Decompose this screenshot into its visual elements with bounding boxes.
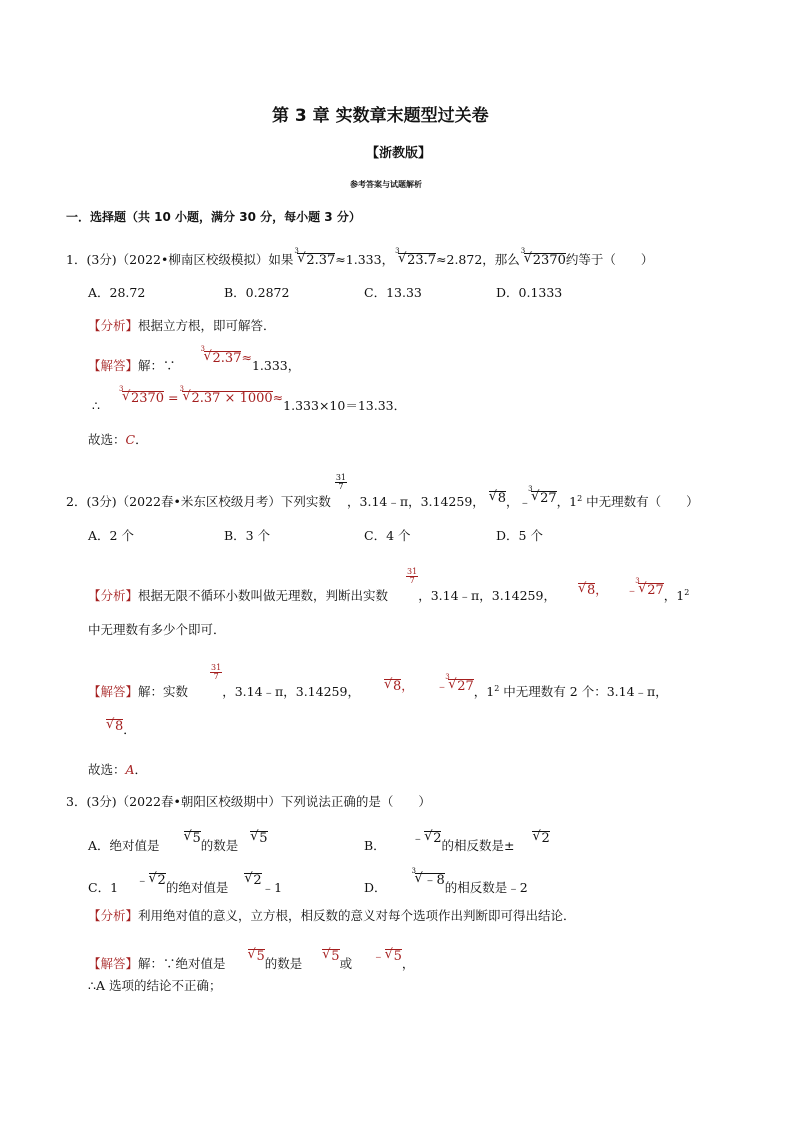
solution-text: 的数是 bbox=[264, 956, 303, 971]
cube-root: √ 3 27 bbox=[531, 491, 557, 506]
option-text: D． bbox=[364, 880, 387, 895]
therefore-symbol: ∴ bbox=[92, 398, 100, 413]
q2-tail: ，1 bbox=[556, 494, 578, 510]
tail: ，1 bbox=[473, 684, 495, 700]
fraction bbox=[210, 664, 222, 682]
solution-text: 解：∵ bbox=[138, 358, 176, 373]
square-root bbox=[385, 949, 402, 964]
question-2: 2．(3分)（2022春•米东区校级月考）下列实数 $\frac{31}{7}$ ，3.14﹣π，3.14259， √ 8，﹣ √ 3 27，$1^2$ 中无理数有（ ） bbox=[66, 494, 699, 512]
q2-analysis-line2: 中无理数有多少个即可． bbox=[88, 622, 226, 637]
analysis-text: 根据无限不循环小数叫做无理数，判断出实数 bbox=[138, 588, 389, 604]
square-root bbox=[149, 873, 166, 888]
superscript: 2 bbox=[684, 588, 690, 597]
analysis-text: 利用绝对值的意义，立方根，相反数的意义对每个选项作出判断即可得出结论． bbox=[138, 908, 576, 923]
radicand: 8 bbox=[115, 719, 124, 734]
fraction bbox=[335, 474, 347, 492]
analysis-tag: 【分析】 bbox=[88, 318, 139, 333]
choice-letter: C bbox=[125, 432, 136, 447]
fraction bbox=[406, 568, 418, 586]
q2-prefix: 2．(3分)（2022春•米东区校级月考）下列实数 bbox=[66, 494, 331, 510]
square-root bbox=[424, 831, 441, 846]
cube-root: √ 3 23.7 bbox=[398, 253, 436, 268]
analysis-tag: 【分析】 bbox=[88, 588, 139, 604]
square-root bbox=[248, 949, 265, 964]
tail: ，1 bbox=[663, 588, 685, 604]
square-root bbox=[384, 679, 401, 694]
square-root bbox=[106, 719, 123, 734]
minus-sign: ﹣ bbox=[435, 678, 449, 694]
cube-root: √ 3 2.37 bbox=[297, 253, 335, 268]
option-text: 的数是 bbox=[200, 838, 239, 853]
subtitle: 参考答案与试题解析 bbox=[350, 180, 422, 189]
q2-option-b: B．3 个 bbox=[224, 528, 271, 543]
q2-option-a: A．2 个 bbox=[88, 528, 134, 543]
option-text: 的绝对值是 bbox=[165, 880, 229, 895]
q2-analysis bbox=[88, 567, 690, 606]
question-3: 3．(3分)（2022春•朝阳区校级期中）下列说法正确的是（ ） bbox=[66, 794, 431, 809]
q3-option-d bbox=[364, 867, 528, 896]
q1-choice bbox=[88, 432, 148, 447]
cube-root: √ 3 2370 bbox=[122, 391, 164, 406]
radicand: 23.7 bbox=[407, 253, 437, 268]
radicand: 2 bbox=[157, 873, 166, 888]
choice-letter: A bbox=[125, 762, 135, 777]
q1-option-a: A．28.72 bbox=[88, 285, 146, 300]
page-title: 第 3 章 实数章末题型过关卷 bbox=[272, 106, 489, 126]
minus-sign: ﹣ bbox=[625, 582, 639, 598]
radicand: 8 bbox=[497, 491, 507, 507]
choice-end: ． bbox=[135, 432, 148, 447]
option-text: ﹣1 bbox=[261, 880, 283, 895]
radicand: 8 bbox=[392, 679, 402, 695]
q3-option-a bbox=[88, 831, 268, 854]
radicand: 8 bbox=[586, 583, 596, 599]
value: 1.333×10＝13.33． bbox=[283, 398, 407, 413]
q1-option-b: B．0.2872 bbox=[224, 285, 290, 300]
q2-option-d: D．5 个 bbox=[496, 528, 543, 543]
option-text: A．绝对值是 bbox=[88, 838, 160, 853]
radicand: 2 bbox=[541, 831, 550, 846]
comma: ， bbox=[595, 582, 608, 598]
q1-solution-line1 bbox=[88, 345, 301, 374]
denominator: 7 bbox=[409, 576, 415, 586]
radicand: 5 bbox=[256, 949, 265, 964]
radicand: 2 bbox=[433, 831, 442, 846]
q2-tail2: 中无理数有（ ） bbox=[582, 494, 699, 510]
value: 1.333， bbox=[251, 358, 301, 373]
comma: ， bbox=[401, 956, 415, 971]
cube-root: √ 3 ﹣8 bbox=[415, 873, 445, 888]
solution-text: 或 bbox=[339, 956, 353, 971]
square-root bbox=[532, 831, 549, 846]
radicand: 2 bbox=[253, 873, 262, 888]
q1-option-c: C．13.33 bbox=[364, 285, 422, 300]
solution-text: 解：∵绝对值是 bbox=[138, 956, 226, 971]
solution-text: 解：实数 bbox=[138, 684, 189, 700]
period: ． bbox=[123, 722, 136, 737]
analysis-tag: 【分析】 bbox=[88, 908, 139, 923]
cube-root: √ 3 2.37 × 1000 bbox=[182, 391, 272, 406]
minus-sign: ﹣ bbox=[372, 948, 385, 963]
q1-prefix: 1．(3分)（2022•柳南区校级模拟）如果 bbox=[66, 252, 294, 267]
radicand: 5 bbox=[259, 831, 268, 846]
radicand: 5 bbox=[331, 949, 340, 964]
comma: ， bbox=[401, 678, 414, 694]
q2-solution bbox=[88, 663, 668, 702]
q3-conclusion: ∴A 选项的结论不正确； bbox=[88, 978, 222, 993]
choice-lead: 故选： bbox=[88, 762, 126, 777]
q3-option-c bbox=[88, 872, 283, 896]
square-root bbox=[184, 831, 201, 846]
q3-solution bbox=[88, 948, 415, 972]
numerator: 31 bbox=[211, 663, 222, 672]
cube-root-equation bbox=[118, 385, 284, 406]
minus-sign: ﹣ bbox=[136, 872, 149, 887]
square-root bbox=[250, 831, 267, 846]
edition-label: 【浙教版】 bbox=[366, 146, 432, 161]
minus-sign: ﹣ bbox=[411, 830, 425, 845]
cube-root: √ 3 27 bbox=[448, 679, 474, 694]
q3-analysis bbox=[88, 908, 576, 923]
approx-sign: ≈ bbox=[272, 390, 284, 405]
value: 1.333， bbox=[345, 252, 395, 267]
solution-tag: 【解答】 bbox=[88, 358, 139, 373]
radicand: 27 bbox=[457, 679, 474, 695]
analysis-text: 根据立方根，即可解答． bbox=[138, 318, 276, 333]
square-root bbox=[489, 491, 506, 506]
denominator: 7 bbox=[213, 672, 219, 682]
radicand: 2.37 bbox=[306, 253, 336, 268]
radicand: 2.37 bbox=[212, 351, 242, 366]
solution-tag: 【解答】 bbox=[88, 956, 139, 971]
option-text: 的相反数是﹣2 bbox=[444, 880, 528, 895]
cube-root: √ 3 2.37 bbox=[204, 351, 242, 366]
radicand: 2370 bbox=[130, 391, 165, 406]
square-root bbox=[322, 949, 339, 964]
square-root bbox=[578, 583, 595, 598]
q1-option-d: D．0.1333 bbox=[496, 285, 563, 300]
tail2: 中无理数有 2 个：3.14﹣π， bbox=[499, 684, 668, 700]
section-heading: 一．选择题（共 10 小题，满分 30 分，每小题 3 分） bbox=[66, 210, 361, 224]
choice-end: ． bbox=[134, 762, 148, 777]
q1-analysis bbox=[88, 318, 276, 333]
square-root bbox=[244, 873, 261, 888]
superscript: 2 bbox=[494, 684, 500, 693]
option-text: C．1 bbox=[88, 880, 119, 895]
radicand: 2.37 × 1000 bbox=[191, 391, 273, 406]
radicand: 5 bbox=[393, 949, 402, 964]
q1-tail: 约等于（ ） bbox=[565, 252, 654, 267]
q3-option-b bbox=[364, 830, 550, 854]
radicand: 27 bbox=[540, 491, 557, 507]
number-list: ，3.14﹣π，3.14259， bbox=[347, 494, 485, 510]
solution-tag: 【解答】 bbox=[88, 684, 139, 700]
equals-sign: = bbox=[168, 390, 179, 405]
radicand: ﹣8 bbox=[423, 873, 445, 888]
numerator: 31 bbox=[407, 567, 418, 576]
superscript: 2 bbox=[577, 494, 583, 503]
q2-option-c: C．4 个 bbox=[364, 528, 411, 543]
radicand: 27 bbox=[647, 583, 664, 599]
choice-lead: 故选： bbox=[88, 432, 126, 447]
denominator: 7 bbox=[338, 482, 344, 492]
q2-choice bbox=[88, 762, 147, 777]
numerator: 31 bbox=[335, 473, 347, 482]
approx-sign: ≈ bbox=[241, 350, 252, 365]
q1-solution-line2 bbox=[92, 385, 407, 414]
number-list: ，3.14﹣π，3.14259， bbox=[222, 684, 360, 700]
option-text: B． bbox=[364, 838, 386, 853]
approx-sign: ≈ bbox=[335, 252, 346, 267]
cube-root: √ 3 27 bbox=[638, 583, 664, 598]
radicand: 5 bbox=[192, 831, 201, 846]
question-1 bbox=[66, 247, 654, 268]
q2-solution-line2 bbox=[106, 719, 136, 738]
approx-sign: ≈ bbox=[436, 252, 447, 267]
minus-sign: ﹣ bbox=[518, 494, 532, 510]
option-text: 的相反数是± bbox=[441, 838, 515, 853]
cube-root: √ 3 2370 bbox=[524, 253, 566, 268]
radicand: 2370 bbox=[532, 253, 566, 268]
value: 2.872，那么 bbox=[446, 252, 520, 267]
number-list: ，3.14﹣π，3.14259， bbox=[418, 588, 556, 604]
